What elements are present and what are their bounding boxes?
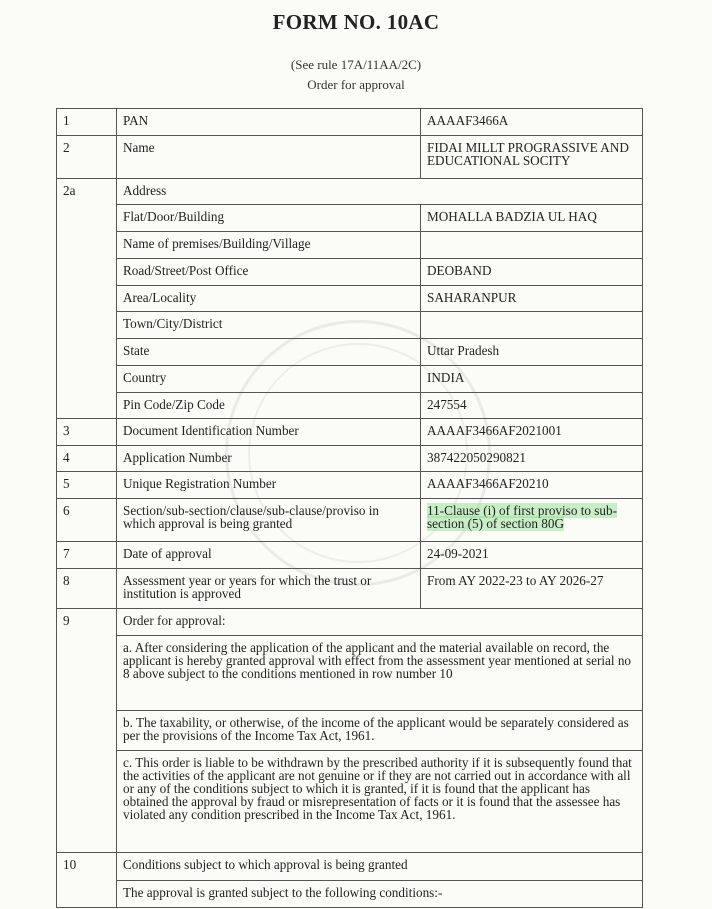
field-value [421, 312, 643, 339]
table-row [57, 881, 643, 908]
field-value: AAAAF3466AF20210 [421, 472, 643, 499]
row-number: 1 [57, 109, 117, 136]
field-value: DEOBAND [421, 259, 643, 286]
field-label: Country [117, 366, 421, 393]
row-number: 8 [57, 569, 117, 609]
field-value: AAAAF3466AF2021001 [421, 419, 643, 446]
table-row [57, 366, 643, 393]
field-label: Unique Registration Number [117, 472, 421, 499]
table-row [57, 393, 643, 419]
row-number: 2 [57, 136, 117, 179]
field-value: FIDAI MILLT PROGRASSIVE AND EDUCATIONAL SOCITY [421, 136, 643, 179]
field-label: Road/Street/Post Office [117, 259, 421, 286]
table-row [57, 205, 643, 232]
field-label: Name [117, 136, 421, 179]
row-number: 4 [57, 446, 117, 472]
highlighted-section-text: 11-Clause (i) of first proviso to sub-section (5) of section 80G [427, 503, 617, 531]
table-row [57, 751, 643, 853]
table-row [57, 109, 643, 136]
field-label: Application Number [117, 446, 421, 472]
form-title: FORM NO. 10AC [272, 10, 440, 34]
table-row [57, 711, 643, 751]
table-row [57, 286, 643, 312]
field-value: SAHARANPUR [421, 286, 643, 312]
table-row [57, 179, 643, 205]
table-row [57, 446, 643, 472]
row-number: 2a [57, 179, 117, 419]
field-label: PAN [117, 109, 421, 136]
rule-reference: (See rule 17A/11AA/2C) [290, 57, 422, 72]
conditions-heading: Conditions subject to which approval is being granted [117, 853, 643, 881]
field-label: Assessment year or years for which the trust or institution is approved [117, 569, 421, 609]
table-row [57, 339, 643, 366]
field-label: Name of premises/Building/Village [117, 232, 421, 259]
row-number: 10 [57, 853, 117, 908]
field-value: 247554 [421, 393, 643, 419]
field-label: Flat/Door/Building [117, 205, 421, 232]
field-label: Area/Locality [117, 286, 421, 312]
table-row [57, 136, 643, 179]
field-label: Town/City/District [117, 312, 421, 339]
field-label: Section/sub-section/clause/sub-clause/proviso in which approval is being granted [117, 499, 421, 542]
table-row [57, 542, 643, 569]
row-number: 5 [57, 472, 117, 499]
conditions-intro: The approval is granted subject to the following conditions:- [117, 881, 643, 908]
field-value: Uttar Pradesh [421, 339, 643, 366]
row-number: 9 [57, 609, 117, 853]
field-label: Date of approval [117, 542, 421, 569]
field-value [421, 499, 643, 542]
field-value: AAAAF3466A [421, 109, 643, 136]
field-label: Document Identification Number [117, 419, 421, 446]
table-row [57, 312, 643, 339]
order-clause-a: a. After considering the application of the applicant and the material available on record, the applicant is hereby granted approval with effect from the assessment year mentioned at serial no 8 above subject to the conditions mentioned in row number 10 [117, 636, 643, 711]
order-clause-c: c. This order is liable to be withdrawn by the prescribed authority if it is subsequently found that the activities of the applicant are not genuine or if they are not carried out in accordance with all or any of the conditions subject to which it is granted, if it is found that the applicant has obtained the approval by fraud or misrepresentation of facts or it is found that the assessee has violated any condition prescribed in the Income Tax Act, 1961. [117, 751, 643, 853]
row-number: 6 [57, 499, 117, 542]
field-value [421, 232, 643, 259]
table-row [57, 569, 643, 609]
field-label: Address [117, 179, 643, 205]
order-clause-b: b. The taxability, or otherwise, of the income of the applicant would be separately considered as per the provisions of the Income Tax Act, 1961. [117, 711, 643, 751]
table-row [57, 419, 643, 446]
row-number: 7 [57, 542, 117, 569]
field-value: INDIA [421, 366, 643, 393]
table-row [57, 472, 643, 499]
field-value: MOHALLA BADZIA UL HAQ [421, 205, 643, 232]
field-value: 387422050290821 [421, 446, 643, 472]
approval-form-table [56, 108, 643, 908]
field-value: From AY 2022-23 to AY 2026-27 [421, 569, 643, 609]
order-heading: Order for approval: [117, 609, 643, 636]
field-value: 24-09-2021 [421, 542, 643, 569]
form-subtitle: Order for approval [307, 77, 405, 92]
table-row [57, 499, 643, 542]
field-label: Pin Code/Zip Code [117, 393, 421, 419]
table-row [57, 609, 643, 636]
table-row [57, 853, 643, 881]
row-number: 3 [57, 419, 117, 446]
table-row [57, 232, 643, 259]
table-row [57, 636, 643, 711]
table-row [57, 259, 643, 286]
field-label: State [117, 339, 421, 366]
